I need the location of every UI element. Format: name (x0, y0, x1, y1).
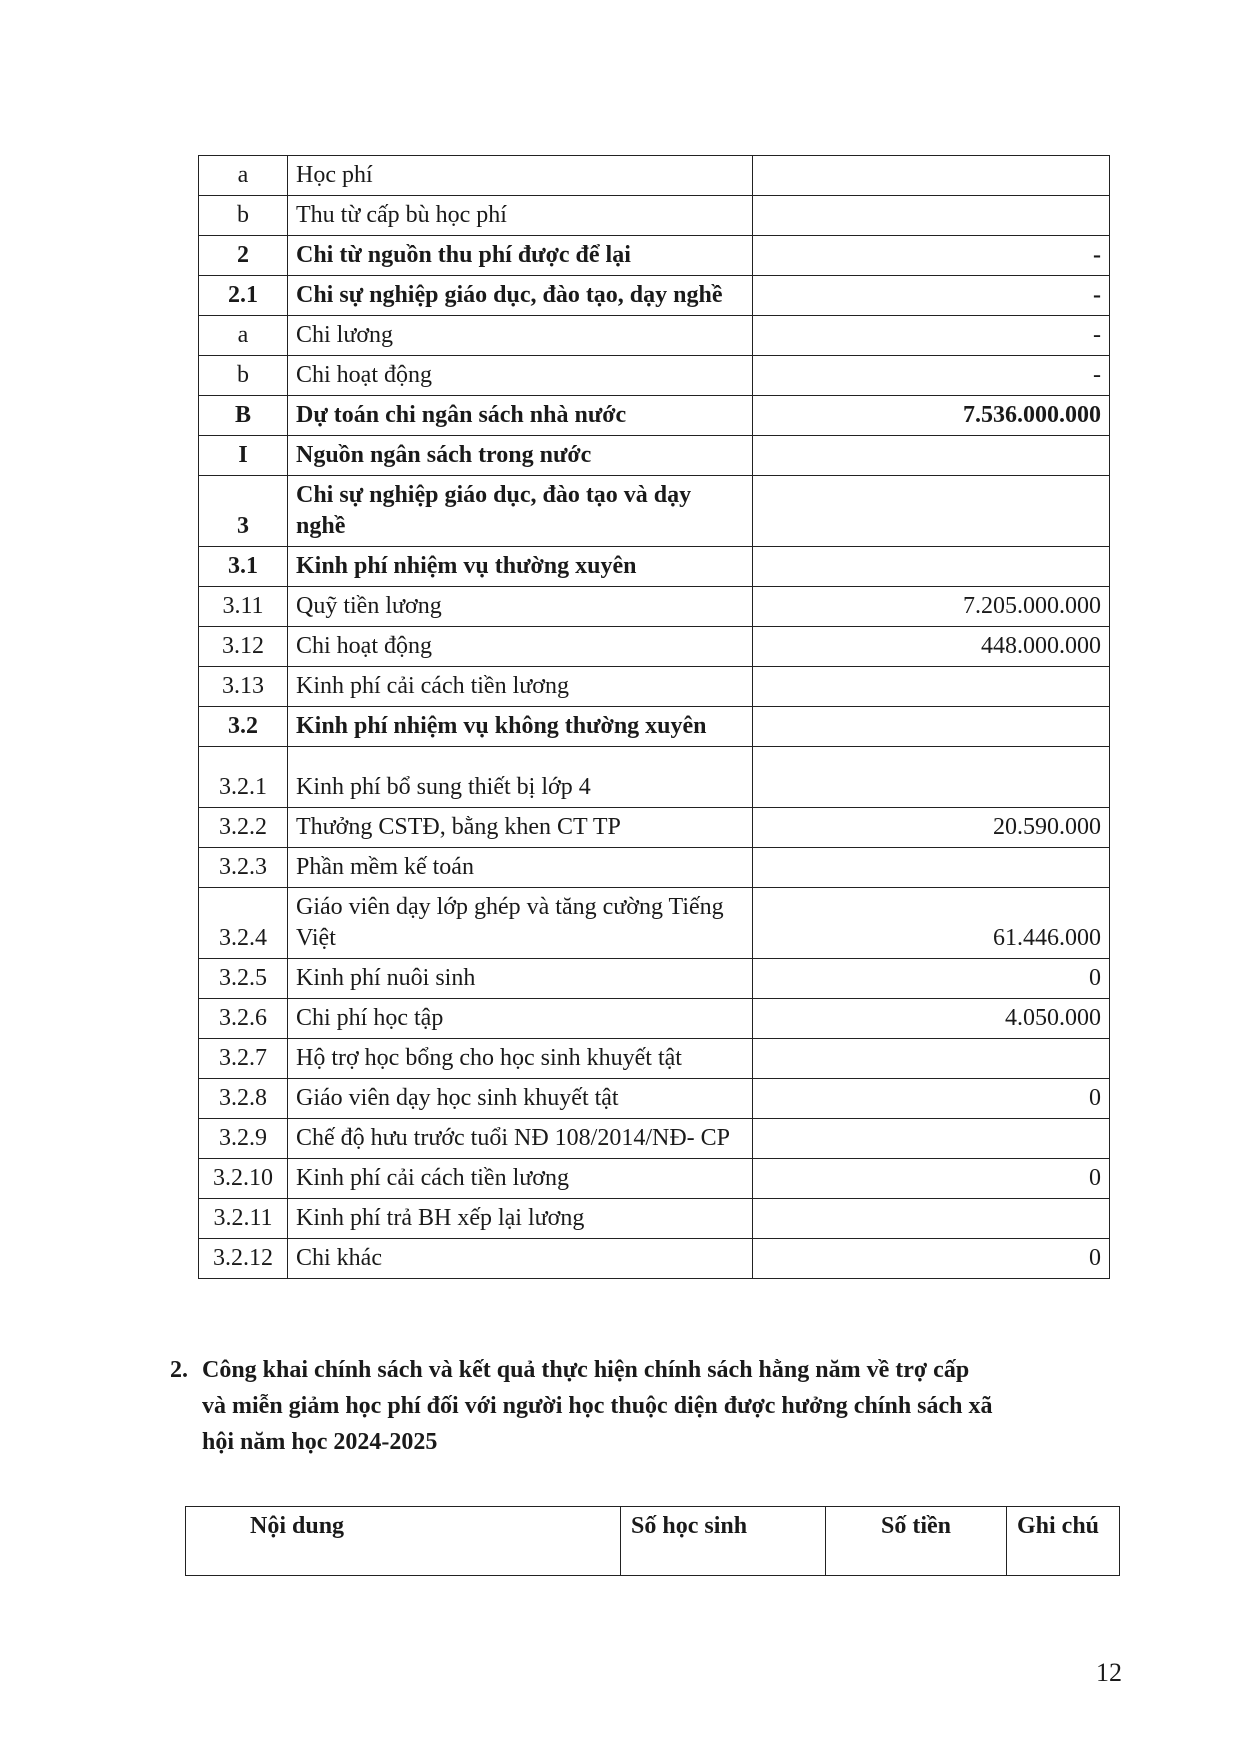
row-name: Kinh phí nhiệm vụ thường xuyên (288, 547, 753, 587)
budget-row (199, 999, 1110, 1039)
row-code: 3.2.12 (199, 1239, 288, 1279)
row-name: Chi phí học tập (288, 999, 753, 1039)
header-student-count: Số học sinh (621, 1507, 826, 1576)
row-amount: 61.446.000 (753, 888, 1110, 959)
row-code: 3.13 (199, 667, 288, 707)
row-code: 3.2.3 (199, 848, 288, 888)
row-name: Thưởng CSTĐ, bằng khen CT TP (288, 808, 753, 848)
row-amount (753, 1199, 1110, 1239)
budget-row (199, 196, 1110, 236)
budget-row (199, 476, 1110, 547)
header-amount: Số tiền (826, 1507, 1007, 1576)
row-name: Chi khác (288, 1239, 753, 1279)
row-amount: 0 (753, 959, 1110, 999)
row-code: 3.2.8 (199, 1079, 288, 1119)
row-code: 3.2.2 (199, 808, 288, 848)
row-name: Chi sự nghiệp giáo dục, đào tạo, dạy nghề (288, 276, 753, 316)
row-amount: 0 (753, 1239, 1110, 1279)
row-name: Chi từ nguồn thu phí được để lại (288, 236, 753, 276)
row-amount: - (753, 316, 1110, 356)
row-name: Phần mềm kế toán (288, 848, 753, 888)
budget-row (199, 587, 1110, 627)
row-amount: 448.000.000 (753, 627, 1110, 667)
row-code: b (199, 196, 288, 236)
row-amount: - (753, 236, 1110, 276)
row-name: Học phí (288, 156, 753, 196)
row-code: a (199, 156, 288, 196)
row-name: Kinh phí cải cách tiền lương (288, 1159, 753, 1199)
row-code: 3.2.11 (199, 1199, 288, 1239)
row-name: Dự toán chi ngân sách nhà nước (288, 396, 753, 436)
row-amount: 7.205.000.000 (753, 587, 1110, 627)
row-amount: - (753, 276, 1110, 316)
row-name: Giáo viên dạy học sinh khuyết tật (288, 1079, 753, 1119)
section-number: 2. (170, 1357, 188, 1383)
row-code: 3.2 (199, 707, 288, 747)
row-code: 3.2.9 (199, 1119, 288, 1159)
budget-row (199, 747, 1110, 808)
row-amount: 7.536.000.000 (753, 396, 1110, 436)
policy-header-row (186, 1507, 1120, 1576)
row-amount: 20.590.000 (753, 808, 1110, 848)
budget-row (199, 1199, 1110, 1239)
policy-table (185, 1506, 1120, 1576)
budget-row (199, 236, 1110, 276)
row-name: Chế độ hưu trước tuổi NĐ 108/2014/NĐ- CP (288, 1119, 753, 1159)
row-code: 3.2.4 (199, 888, 288, 959)
row-amount (753, 1039, 1110, 1079)
budget-row (199, 156, 1110, 196)
budget-row (199, 436, 1110, 476)
row-name: Hộ trợ học bổng cho học sinh khuyết tật (288, 1039, 753, 1079)
row-code: B (199, 396, 288, 436)
budget-table-body (199, 156, 1110, 1279)
row-code: 2.1 (199, 276, 288, 316)
row-amount (753, 667, 1110, 707)
row-amount (753, 156, 1110, 196)
row-name: Kinh phí cải cách tiền lương (288, 667, 753, 707)
header-content: Nội dung (186, 1507, 621, 1576)
row-name: Thu từ cấp bù học phí (288, 196, 753, 236)
budget-row (199, 707, 1110, 747)
budget-row (199, 1239, 1110, 1279)
row-code: b (199, 356, 288, 396)
row-name: Chi hoạt động (288, 627, 753, 667)
budget-row (199, 1039, 1110, 1079)
budget-row (199, 396, 1110, 436)
budget-row (199, 356, 1110, 396)
row-code: 3.2.1 (199, 747, 288, 808)
row-amount (753, 848, 1110, 888)
row-amount (753, 707, 1110, 747)
budget-table (198, 155, 1110, 1279)
row-code: 3.2.6 (199, 999, 288, 1039)
row-amount (753, 196, 1110, 236)
budget-row (199, 316, 1110, 356)
row-name: Nguồn ngân sách trong nước (288, 436, 753, 476)
budget-row (199, 276, 1110, 316)
row-name: Quỹ tiền lương (288, 587, 753, 627)
row-amount (753, 547, 1110, 587)
budget-row (199, 959, 1110, 999)
page-number: 12 (1096, 1658, 1122, 1687)
row-amount (753, 1119, 1110, 1159)
section-2-heading (170, 1352, 1100, 1460)
budget-row (199, 627, 1110, 667)
row-name: Kinh phí bổ sung thiết bị lớp 4 (288, 747, 753, 808)
row-code: 3.2.5 (199, 959, 288, 999)
budget-row (199, 1119, 1110, 1159)
section-line-1: Công khai chính sách và kết quả thực hiện chính sách hằng năm về trợ cấp (202, 1357, 970, 1383)
budget-row (199, 888, 1110, 959)
section-line-3: hội năm học 2024-2025 (202, 1429, 438, 1455)
budget-row (199, 848, 1110, 888)
row-amount: 0 (753, 1079, 1110, 1119)
row-code: 3.1 (199, 547, 288, 587)
row-code: 3.12 (199, 627, 288, 667)
budget-row (199, 1159, 1110, 1199)
row-amount: 0 (753, 1159, 1110, 1199)
row-code: I (199, 436, 288, 476)
row-name: Chi hoạt động (288, 356, 753, 396)
row-amount (753, 747, 1110, 808)
budget-row (199, 667, 1110, 707)
row-amount (753, 476, 1110, 547)
row-amount: 4.050.000 (753, 999, 1110, 1039)
row-code: 3.2.7 (199, 1039, 288, 1079)
section-line-2: và miễn giảm học phí đối với người học thuộc diện được hưởng chính sách xã (202, 1393, 993, 1419)
row-code: 2 (199, 236, 288, 276)
budget-row (199, 547, 1110, 587)
row-name: Chi sự nghiệp giáo dục, đào tạo và dạy nghề (288, 476, 753, 547)
row-amount: - (753, 356, 1110, 396)
row-code: a (199, 316, 288, 356)
row-name: Kinh phí nhiệm vụ không thường xuyên (288, 707, 753, 747)
row-amount (753, 436, 1110, 476)
budget-row (199, 808, 1110, 848)
budget-row (199, 1079, 1110, 1119)
row-name: Kinh phí nuôi sinh (288, 959, 753, 999)
row-name: Chi lương (288, 316, 753, 356)
header-note: Ghi chú (1007, 1507, 1120, 1576)
row-code: 3 (199, 476, 288, 547)
row-code: 3.11 (199, 587, 288, 627)
row-name: Kinh phí trả BH xếp lại lương (288, 1199, 753, 1239)
row-name: Giáo viên dạy lớp ghép và tăng cường Tiếng Việt (288, 888, 753, 959)
row-code: 3.2.10 (199, 1159, 288, 1199)
